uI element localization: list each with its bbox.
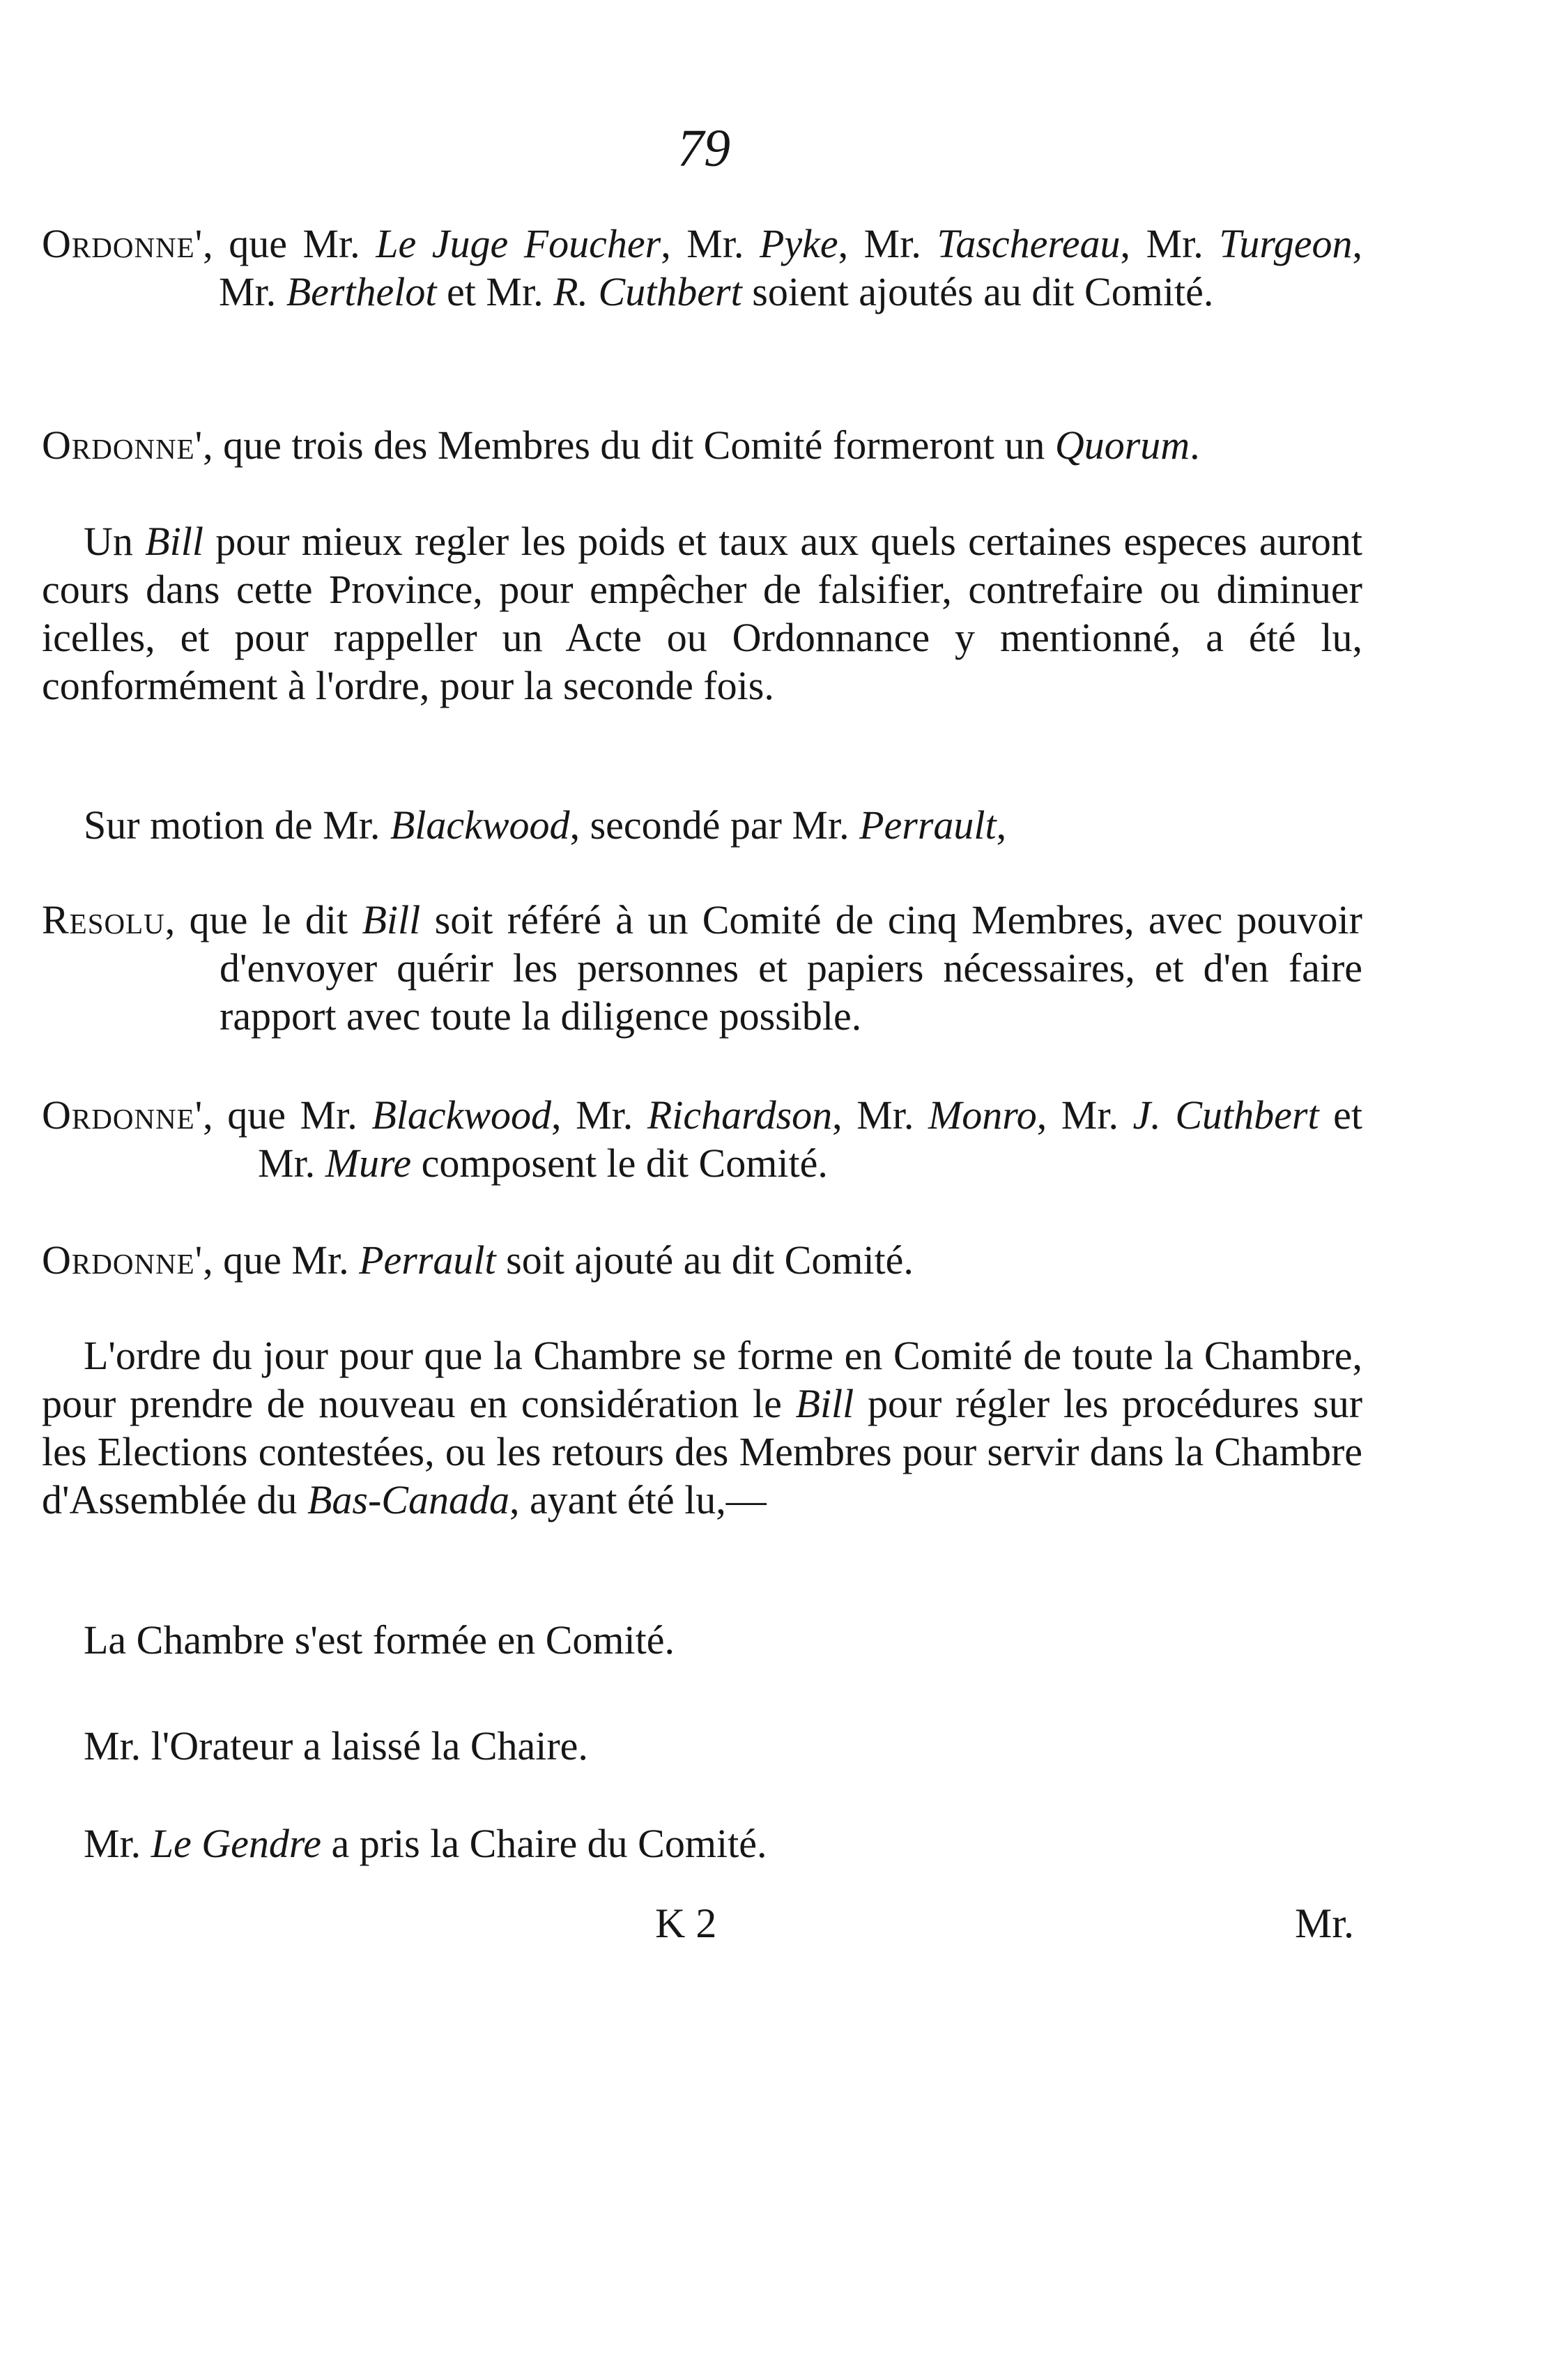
text: , secondé par Mr.: [569, 802, 860, 848]
name-italic: J. Cuthbert: [1132, 1092, 1319, 1138]
ordonne-lead: Ordonne': [42, 422, 203, 468]
name-italic: Perrault: [859, 802, 997, 848]
text: Un: [84, 519, 146, 564]
name-italic: Blackwood: [371, 1092, 552, 1138]
text: , que trois des Membres du dit Comité formeront un: [203, 422, 1055, 468]
text: ,: [996, 802, 1007, 848]
text: , Mr.: [661, 221, 760, 266]
page-number: 79: [677, 119, 730, 178]
text: , ayant été lu,—: [509, 1477, 767, 1522]
text: et Mr.: [258, 1092, 1363, 1186]
paragraph-ordonne-4: [42, 1236, 1362, 1284]
text: , Mr.: [838, 221, 937, 266]
name-italic: Mure: [325, 1140, 412, 1186]
name-italic: Pyke: [759, 221, 838, 266]
text: , que Mr.: [203, 221, 376, 266]
ordonne-lead: Ordonne': [42, 221, 203, 266]
resolu-lead: Resolu: [42, 897, 165, 942]
text: soit référé à un Comité de cinq Membres, avec pouvoir d'envoyer quérir les personnes et papiers nécessaires, et d'en faire rapport avec toute la diligence possible.: [220, 897, 1362, 1039]
text: pour régler les procédures sur les Elections contestées, ou les retours des Membres pour servir dans la Chambre d'Assemblée du: [42, 1381, 1363, 1522]
name-italic: Richardson: [647, 1092, 833, 1138]
name-italic: Berthelot: [286, 269, 437, 314]
quorum-italic: Quorum: [1054, 422, 1190, 468]
text: composent le dit Comité.: [411, 1140, 828, 1186]
text: Mr.: [84, 1821, 151, 1866]
text: , que le dit: [164, 897, 362, 942]
text: soient ajoutés au dit Comité.: [741, 269, 1214, 314]
text: L'ordre du jour pour que la Chambre se forme en Comité de toute la Chambre, pour prendre de nouveau en considération le: [42, 1333, 1362, 1426]
paragraph-ordonne-2: [42, 421, 1362, 469]
paragraph-bill: [42, 517, 1362, 710]
paragraph-orateur: [84, 1722, 588, 1770]
text: , Mr.: [832, 1092, 928, 1138]
place-italic: Bas-Canada: [307, 1477, 509, 1522]
ordonne-lead: Ordonne': [42, 1092, 203, 1138]
name-italic: Turgeon: [1219, 221, 1353, 266]
text: Sur motion de Mr.: [84, 802, 390, 848]
name-italic: Taschereau: [937, 221, 1121, 266]
name-italic: Monro: [928, 1092, 1037, 1138]
text: , Mr.: [551, 1092, 647, 1138]
name-italic: Blackwood: [390, 802, 570, 848]
bill-italic: Bill: [362, 897, 421, 942]
text: , Mr.: [1120, 221, 1220, 266]
text: , Mr.: [219, 221, 1363, 314]
ordonne-lead: Ordonne': [42, 1237, 203, 1283]
name-italic: Le Gendre: [151, 1821, 321, 1866]
text: , Mr.: [1036, 1092, 1133, 1138]
text: et Mr.: [436, 269, 554, 314]
signature-mark: K 2: [655, 1900, 717, 1946]
text: La Chambre s'est formée en Comité.: [84, 1617, 675, 1663]
paragraph-comite: [84, 1616, 675, 1664]
bill-italic: Bill: [145, 519, 203, 564]
name-italic: Le Juge Foucher: [376, 221, 661, 266]
text: pour mieux regler les poids et taux aux quels certaines especes auront cours dans cette Province, pour empêcher de falsifier, contrefaire ou diminuer icelles, et pour rappeller un Acte ou Ordonnance y mentionné, a été lu, conformément à l'ordre, pour la seconde fois.: [42, 519, 1363, 708]
bill-italic: Bill: [795, 1381, 854, 1426]
text: soit ajouté au dit Comité.: [495, 1237, 914, 1283]
paragraph-ordonne-1: [42, 220, 1362, 316]
text: .: [1190, 422, 1200, 468]
paragraph-ordonne-3: [42, 1091, 1362, 1187]
paragraph-ordre-du-jour: [42, 1331, 1362, 1524]
paragraph-chaire: [84, 1819, 767, 1868]
name-italic: Perrault: [359, 1237, 496, 1283]
text: a pris la Chaire du Comité.: [321, 1821, 767, 1866]
text: Mr. l'Orateur a laissé la Chaire.: [84, 1723, 588, 1769]
catchword: Mr.: [1295, 1900, 1355, 1946]
name-italic: R. Cuthbert: [553, 269, 742, 314]
text: , que Mr.: [203, 1237, 360, 1283]
text: , que Mr.: [203, 1092, 372, 1138]
paragraph-resolu: [42, 896, 1362, 1040]
paragraph-motion: [42, 801, 1362, 849]
